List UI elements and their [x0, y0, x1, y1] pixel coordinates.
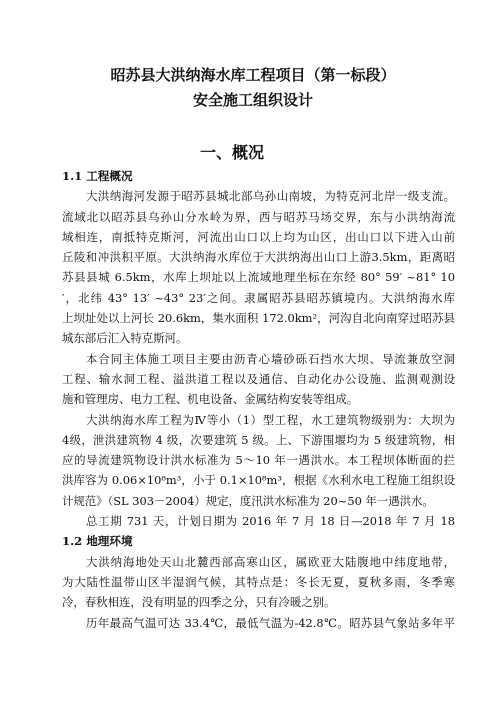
paragraph-line: 苏县县城 6.5km，水库上坝址以上流域地理坐标在东经 80° 59′ ~81° 10: [62, 270, 455, 285]
paragraph-line: 应的导流建筑物设计洪水标准为 5～10 年一遇洪水。本工程坝体断面的拦: [62, 453, 455, 468]
paragraph-line: ′，北纬 43° 13′ ~43° 23′之间。隶属昭苏县昭苏镇境内。大洪纳海水库: [62, 290, 455, 305]
subsection-heading: 1.1 工程概况: [62, 169, 133, 183]
paragraph-line: 历年最高气温可达 33.4℃，最低气温为-42.8℃。昭苏县气象站多年平: [86, 615, 455, 630]
paragraph-line: 洪库容为 0.06×10⁸m³，小于 0.1×10⁸m³，根据《水利水电工程施工组织设: [62, 473, 455, 488]
paragraph-line: 流域北以昭苏县乌孙山分水岭为界，西与昭苏马场交界，东与小洪纳海流: [62, 209, 455, 224]
document-body: [62, 166, 455, 633]
paragraph-line: 大洪纳海河发源于昭苏县城北部乌孙山南坡，为特克河北岸一级支流。: [86, 189, 455, 204]
paragraph-line: 4级，泄洪建筑物 4 级，次要建筑 5 级。上、下游围堰均为 5 级建筑物，相: [62, 432, 455, 447]
paragraph-line: 城东部后汇入特克斯河。: [62, 331, 188, 346]
document-title: 昭苏县大洪纳海水库工程项目（第一标段）: [110, 66, 396, 84]
paragraph: [62, 511, 455, 531]
paragraph: [62, 349, 455, 410]
paragraph-line: 丘陵和冲洪积平原。大洪纳海水库位于大洪纳海出山口上游3.5km，距离昭: [62, 250, 455, 265]
paragraph-line: 大洪纳海地处天山北麓西部高寒山区，属欧亚大陆腹地中纬度地带，: [86, 554, 455, 569]
subsection-heading: 1.2 地理环境: [62, 534, 133, 549]
paragraph-line: 总工期 731 天，计划日期为 2016 年 7 月 18 日—2018 年 7 月 18: [86, 514, 455, 529]
paragraph-line: 大洪纳海水库工程为Ⅳ等小（1）型工程，水工建筑物级别为：大坝为: [86, 412, 455, 427]
paragraph-line: 冷，春秋相连，没有明显的四季之分，只有冷暖之别。: [62, 595, 336, 610]
paragraph: [62, 613, 455, 633]
paragraph: [62, 186, 455, 348]
paragraph-line: 上坝址处以上河长 20.6km，集水面积 172.0km²，河沟自北向南穿过昭苏县: [62, 311, 455, 326]
section-heading: 一、概况: [200, 143, 265, 162]
paragraph: [62, 410, 455, 511]
paragraph-line: 域相连，南抵特克斯河，河流出山口以上均为山区，出山口以下进入山前: [62, 229, 455, 244]
paragraph-line: 工程、输水洞工程、溢洪道工程以及通信、自动化办公设施、监测观测设: [62, 371, 455, 386]
paragraph-line: 本合同主体施工项目主要由沥青心墙砂砾石挡水大坝、导流兼放空洞: [86, 351, 455, 366]
paragraph-line: 计规范》（SL 303－2004）规定，度汛洪水标准为 20~50 年一遇洪水。: [62, 493, 434, 508]
document-subtitle: 安全施工组织设计: [192, 91, 313, 109]
paragraph-line: 为大陆性温带山区半湿润气候，其特点是：冬长无夏，夏秋多雨，冬季寒: [62, 574, 455, 589]
paragraph-line: 施和管理房、电力工程、机电设备、金属结构安装等组成。: [62, 392, 359, 407]
paragraph: [62, 552, 455, 613]
